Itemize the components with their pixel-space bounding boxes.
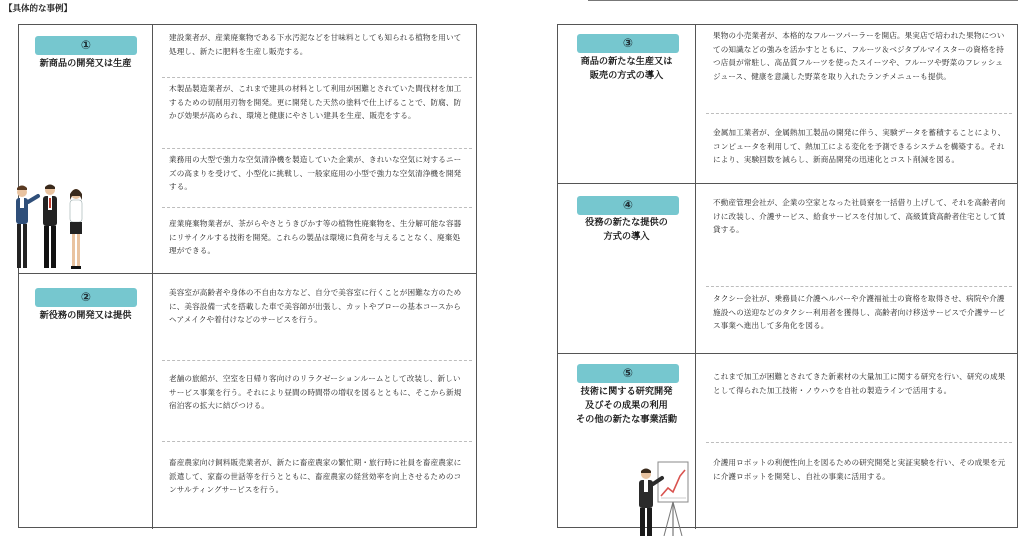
top-divider — [588, 0, 1018, 1]
case-text: 建設業者が、産業廃棄物である下水汚泥などを甘味料としても知られる植物を用いて処理し、新たに肥料を生産し販売する。 — [169, 33, 462, 56]
case-text: 不動産管理会社が、企業の空家となった社員寮を一括借り上げして、それを高齢者向けに改装し、介護サービス、給食サービスを付加して、高級賃貸高齢者住宅として賃貸する。 — [713, 198, 1006, 235]
business-team-illustration — [6, 180, 94, 272]
row-number-badge: ③ — [577, 34, 679, 53]
case-separator — [706, 286, 1012, 287]
case-separator — [162, 207, 472, 208]
row-number-badge: ④ — [577, 196, 679, 215]
left-panel — [18, 24, 477, 528]
case-separator — [162, 148, 472, 149]
row-title-line: 役務の新たな提供の — [585, 217, 668, 228]
row-number-badge: ② — [35, 288, 137, 307]
row-new-services — [19, 273, 476, 529]
presenter-chart-illustration — [628, 458, 698, 536]
case-separator — [706, 113, 1012, 114]
row-number-badge: ⑤ — [577, 364, 679, 383]
case-text: 金属加工業者が、金属熱加工製品の開発に伴う、実験データを蓄積することにより、コンピュータを利用して、熱加工による変化を予測できるシステムを構築する。それにより、実験回数を減らし、新商品開発の迅速化とコスト削減を図る。 — [713, 128, 1006, 165]
row-title-line: 新商品の開発又は生産 — [39, 58, 132, 69]
row-new-service-method — [558, 183, 1017, 353]
case-text: これまで加工が困難とされてきた新素材の大量加工に関する研究を行い、研究の成果として得られた加工技術・ノウハウを自社の製造ラインで活用する。 — [713, 372, 1006, 395]
case-separator — [162, 360, 472, 361]
row-number-badge: ① — [35, 36, 137, 55]
page-heading: 【具体的な事例】 — [4, 4, 73, 14]
row-title — [21, 309, 150, 323]
row-title — [21, 57, 150, 71]
row-title — [560, 216, 693, 244]
row-title — [560, 385, 693, 427]
case-text: 美容室が高齢者や身体の不自由な方など、自分で美容室に行くことが困難な方のために、美容設備一式を搭載した車で美容師が出張し、カットやブローの基本コースからヘアメイクや着付けなどのサービスを行う。 — [169, 288, 462, 325]
row-research-development — [558, 353, 1017, 529]
row-label-cell — [558, 184, 696, 353]
right-panel — [557, 24, 1018, 528]
row-title-line: 販売の方式の導入 — [589, 70, 664, 81]
row-title-line: 新役務の開発又は提供 — [39, 310, 132, 321]
row-label-cell — [558, 25, 696, 183]
case-text: 畜産農家向け飼料販売業者が、新たに畜産農家の繁忙期・旅行時に社員を畜産農家に派遣して、家畜の世話等を行うとともに、畜産農家の経営効率を向上させるためのコンサルティングサービスを行う。 — [169, 458, 462, 495]
case-text: 果物の小売業者が、本格的なフルーツパーラーを開店。果実店で培われた果物についての知識などの強みを活かすとともに、フルーツ＆ベジタブルマイスターの資格を持つ店員が常駐し、高品質フルーツを使ったスイーツや、フルーツや野菜のフレッシュジュース、健康を意識した野菜を取り入れたランチメニューも提供。 — [713, 31, 1005, 81]
case-text: 産業廃棄物業者が、茶がらやさとうきびかす等の植物性廃棄物を、生分解可能な容器にリサイクルする技術を開発。これらの製品は環境に負荷を与えることなく、廃棄処理ができる。 — [169, 219, 462, 256]
case-text: 業務用の大型で強力な空気清浄機を製造していた企業が、きれいな空気に対するニーズの高まりを受けて、小型化に挑戦し、一般家庭用の小型で強力な空気清浄機を開発する。 — [169, 155, 462, 192]
case-separator — [706, 442, 1012, 443]
case-text: 木製品製造業者が、これまで建具の材料として利用が困難とされていた間伐材を加工するための切削用刃物を開発。更に開発した天然の塗料で仕上げることで、防腐、防かび効果が高められ、環境と健康にやさしい建具を生産、販売をする。 — [169, 84, 462, 121]
case-text: 老舗の旅館が、空室を日帰り客向けのリラクゼーションルームとして改装し、新しいサービス事業を行う。それにより昼間の時間帯の増収を図るとともに、そこから新規宿泊客の拡大に結びつける。 — [169, 374, 462, 411]
case-separator — [162, 441, 472, 442]
row-title-line: 及びその成果の利用 — [585, 400, 668, 411]
row-new-sales-method — [558, 25, 1017, 183]
case-separator — [162, 77, 472, 78]
row-title-line: 方式の導入 — [603, 231, 650, 242]
row-title — [560, 55, 693, 83]
case-text: タクシー会社が、乗務員に介護ヘルパーや介護福祉士の資格を取得させ、病院や介護施設への送迎などのタクシー利用者を獲得し、高齢者向け移送サービスで介護サービス事業へ進出して多角化を図る。 — [713, 294, 1006, 331]
row-label-cell — [19, 274, 153, 529]
row-title-line: その他の新たな事業活動 — [575, 414, 678, 425]
row-title-line: 技術に関する研究開発 — [580, 386, 673, 397]
case-text: 介護用ロボットの利便性向上を図るための研究開発と実証実験を行い、その成果を元に介護ロボットを開発し、自社の事業に活用する。 — [713, 458, 1006, 481]
row-title-line: 商品の新たな生産又は — [580, 56, 673, 67]
